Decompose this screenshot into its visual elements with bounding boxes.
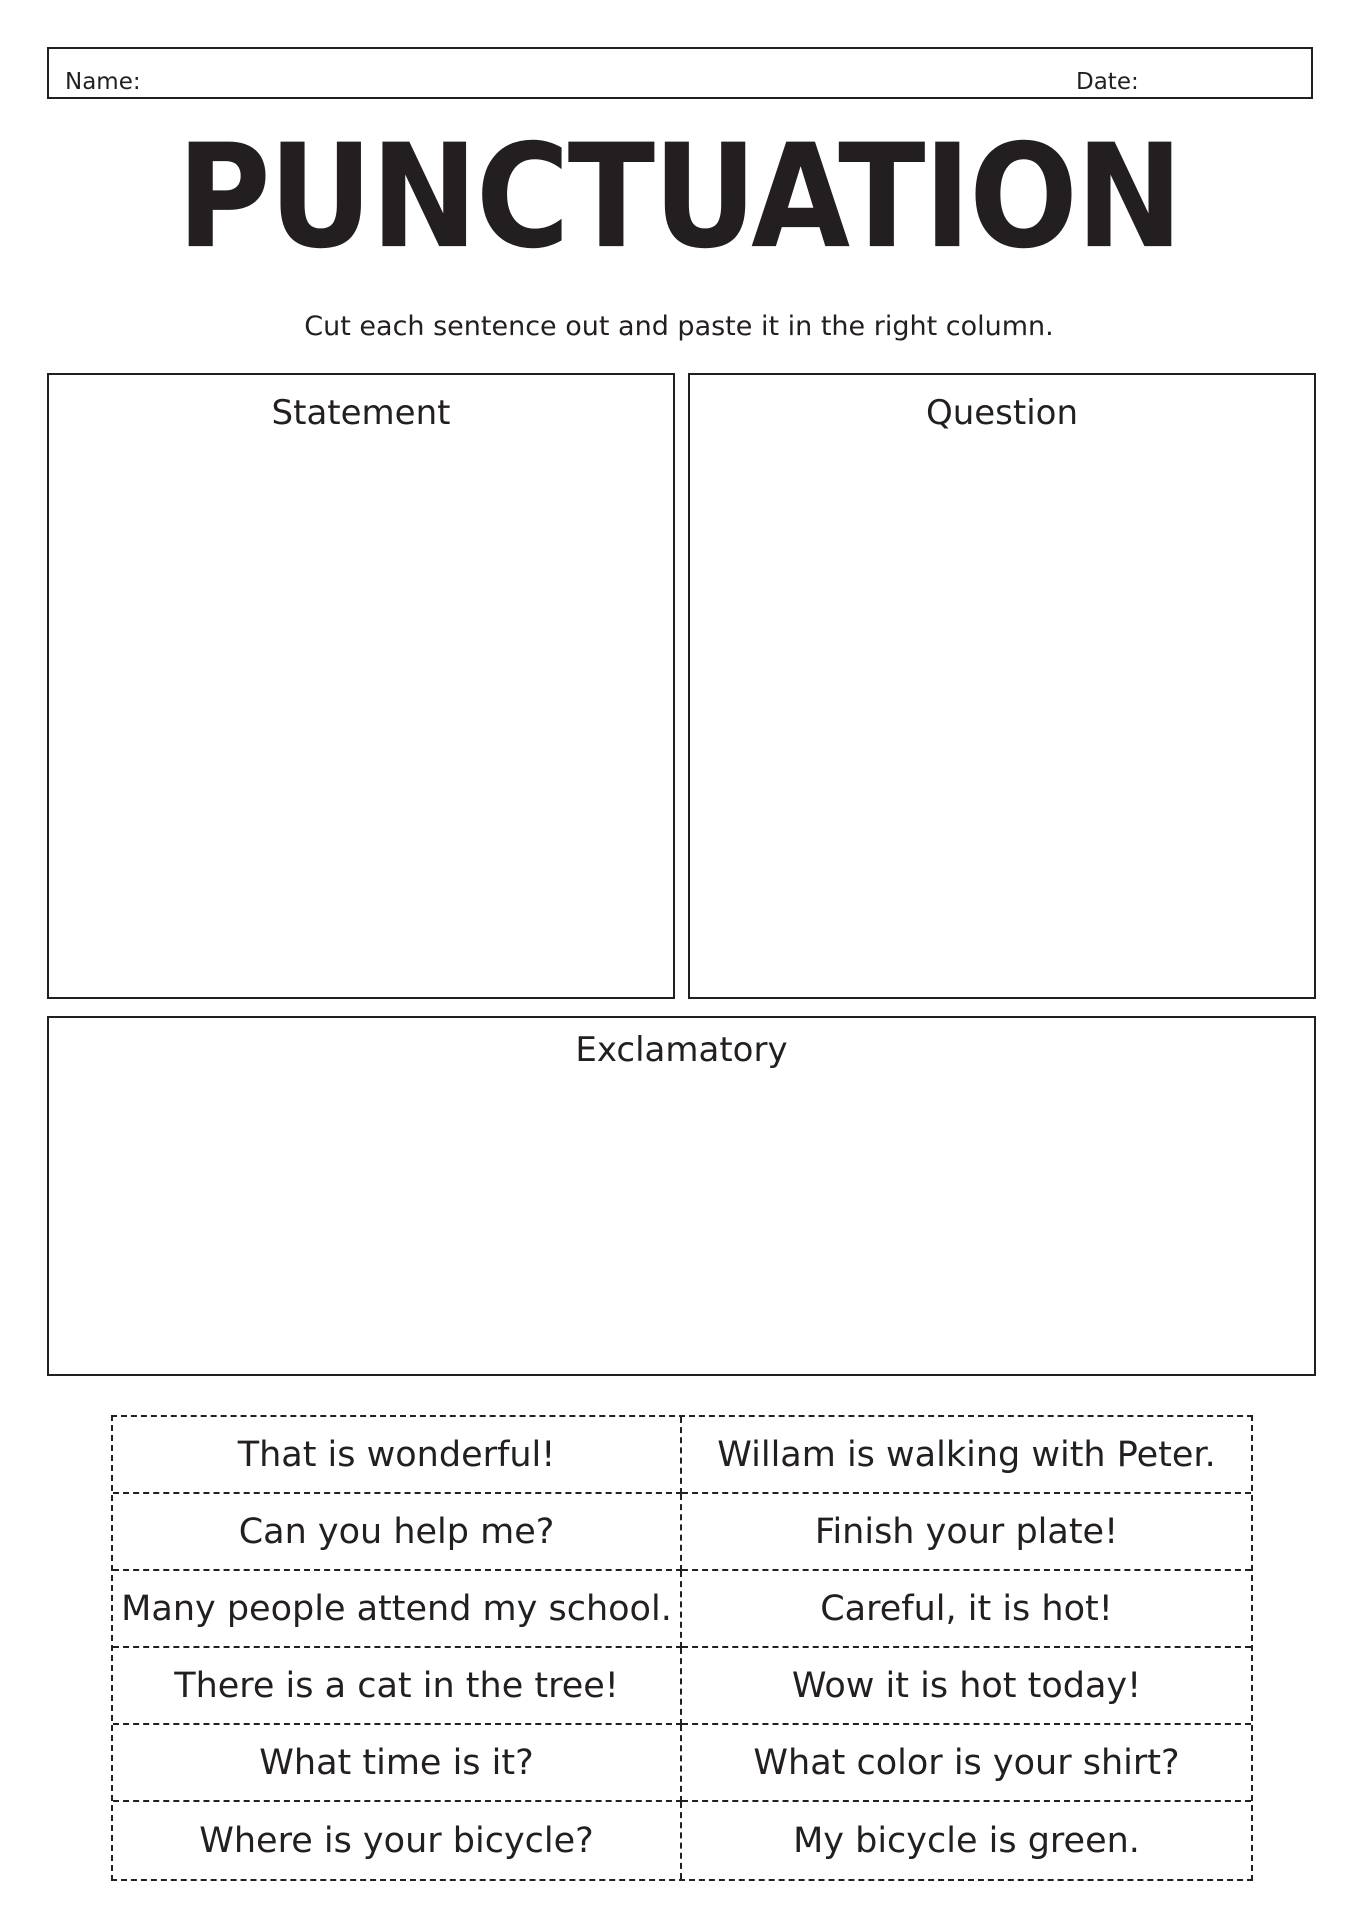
sentence-card: What time is it? [113,1725,682,1802]
sentence-card: Finish your plate! [682,1494,1251,1571]
page-title: PUNCTUATION [176,114,1182,281]
date-label: Date: [1076,69,1139,95]
sentence-cards-grid [111,1415,1253,1881]
sentence-card: Where is your bicycle? [113,1802,682,1879]
question-box [688,373,1316,999]
sentence-card: What color is your shirt? [682,1725,1251,1802]
question-heading: Question [925,393,1079,433]
sentence-card: Careful, it is hot! [682,1571,1251,1648]
statement-heading: Statement [271,393,451,433]
sentence-card: Many people attend my school. [113,1571,682,1648]
name-date-box [47,47,1313,99]
sentence-card: That is wonderful! [113,1417,682,1494]
exclamatory-heading: Exclamatory [575,1030,788,1070]
statement-box [47,373,675,999]
sentence-card: Can you help me? [113,1494,682,1571]
sentence-card: Wow it is hot today! [682,1648,1251,1725]
instructions: Cut each sentence out and paste it in the right column. [304,311,1054,342]
sentence-card: Willam is walking with Peter. [682,1417,1251,1494]
name-label: Name: [65,69,141,95]
exclamatory-box [47,1016,1316,1376]
sentence-card: There is a cat in the tree! [113,1648,682,1725]
sentence-card: My bicycle is green. [793,1820,1140,1861]
